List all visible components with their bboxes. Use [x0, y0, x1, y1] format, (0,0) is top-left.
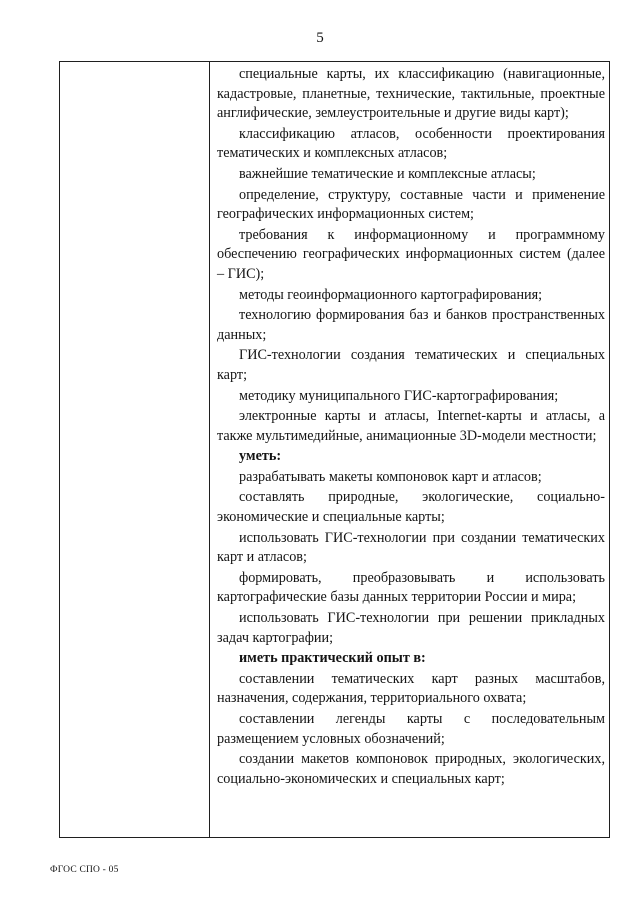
paragraph: использовать ГИС-технологии при решении прикладных задач картографии; [217, 610, 605, 646]
section-heading-experience: иметь практический опыт в: [239, 650, 426, 667]
paragraph: разрабатывать макеты компоновок карт и атласов; [239, 468, 542, 485]
table-column-divider [209, 62, 210, 837]
paragraph: составлении легенды карты с последовательным размещением условных обозначений; [217, 711, 605, 747]
document-table [59, 61, 610, 838]
paragraph: требования к информационному и программному обеспечению географических информационных систем (далее – ГИС); [217, 226, 605, 282]
paragraph: формировать, преобразовывать и использовать картографические базы данных территории России и мира; [217, 569, 605, 606]
paragraph: использовать ГИС-технологии при создании тематических карт и атласов; [217, 529, 605, 566]
paragraph: важнейшие тематические и комплексные атласы; [239, 165, 536, 182]
paragraph: составлять природные, экологические, социально-экономические и специальные карты; [217, 489, 605, 526]
footer-doc-code: ФГОС СПО - 05 [50, 865, 119, 875]
paragraph: ГИС-технологии создания тематических и специальных карт; [217, 347, 605, 383]
paragraph: методы геоинформационного картографирования; [239, 286, 543, 303]
paragraph: технологию формирования баз и банков пространственных данных; [217, 307, 605, 343]
paragraph: классификацию атласов, особенности проектирования тематических и комплексных атласов; [217, 125, 605, 162]
page-number: 5 [316, 30, 324, 46]
paragraph: методику муниципального ГИС-картографирования; [239, 387, 559, 404]
section-heading-skills: уметь: [239, 448, 282, 465]
table-cell-content [217, 65, 605, 790]
paragraph: определение, структуру, составные части и применение географических информационных систем; [217, 186, 605, 223]
paragraph: электронные карты и атласы, Internet-карты и атласы, а также мультимедийные, анимационные 3D-модели местности; [217, 408, 605, 444]
paragraph: создании макетов компоновок природных, экологических, социально-экономических и специальных карт; [217, 751, 605, 787]
paragraph: специальные карты, их классификацию (навигационные, кадастровые, планетные, технические, тактильные, проектные англифические, землеустроительные и другие виды карт); [217, 66, 605, 122]
paragraph: составлении тематических карт разных масштабов, назначения, содержания, территориального охвата; [217, 670, 605, 707]
